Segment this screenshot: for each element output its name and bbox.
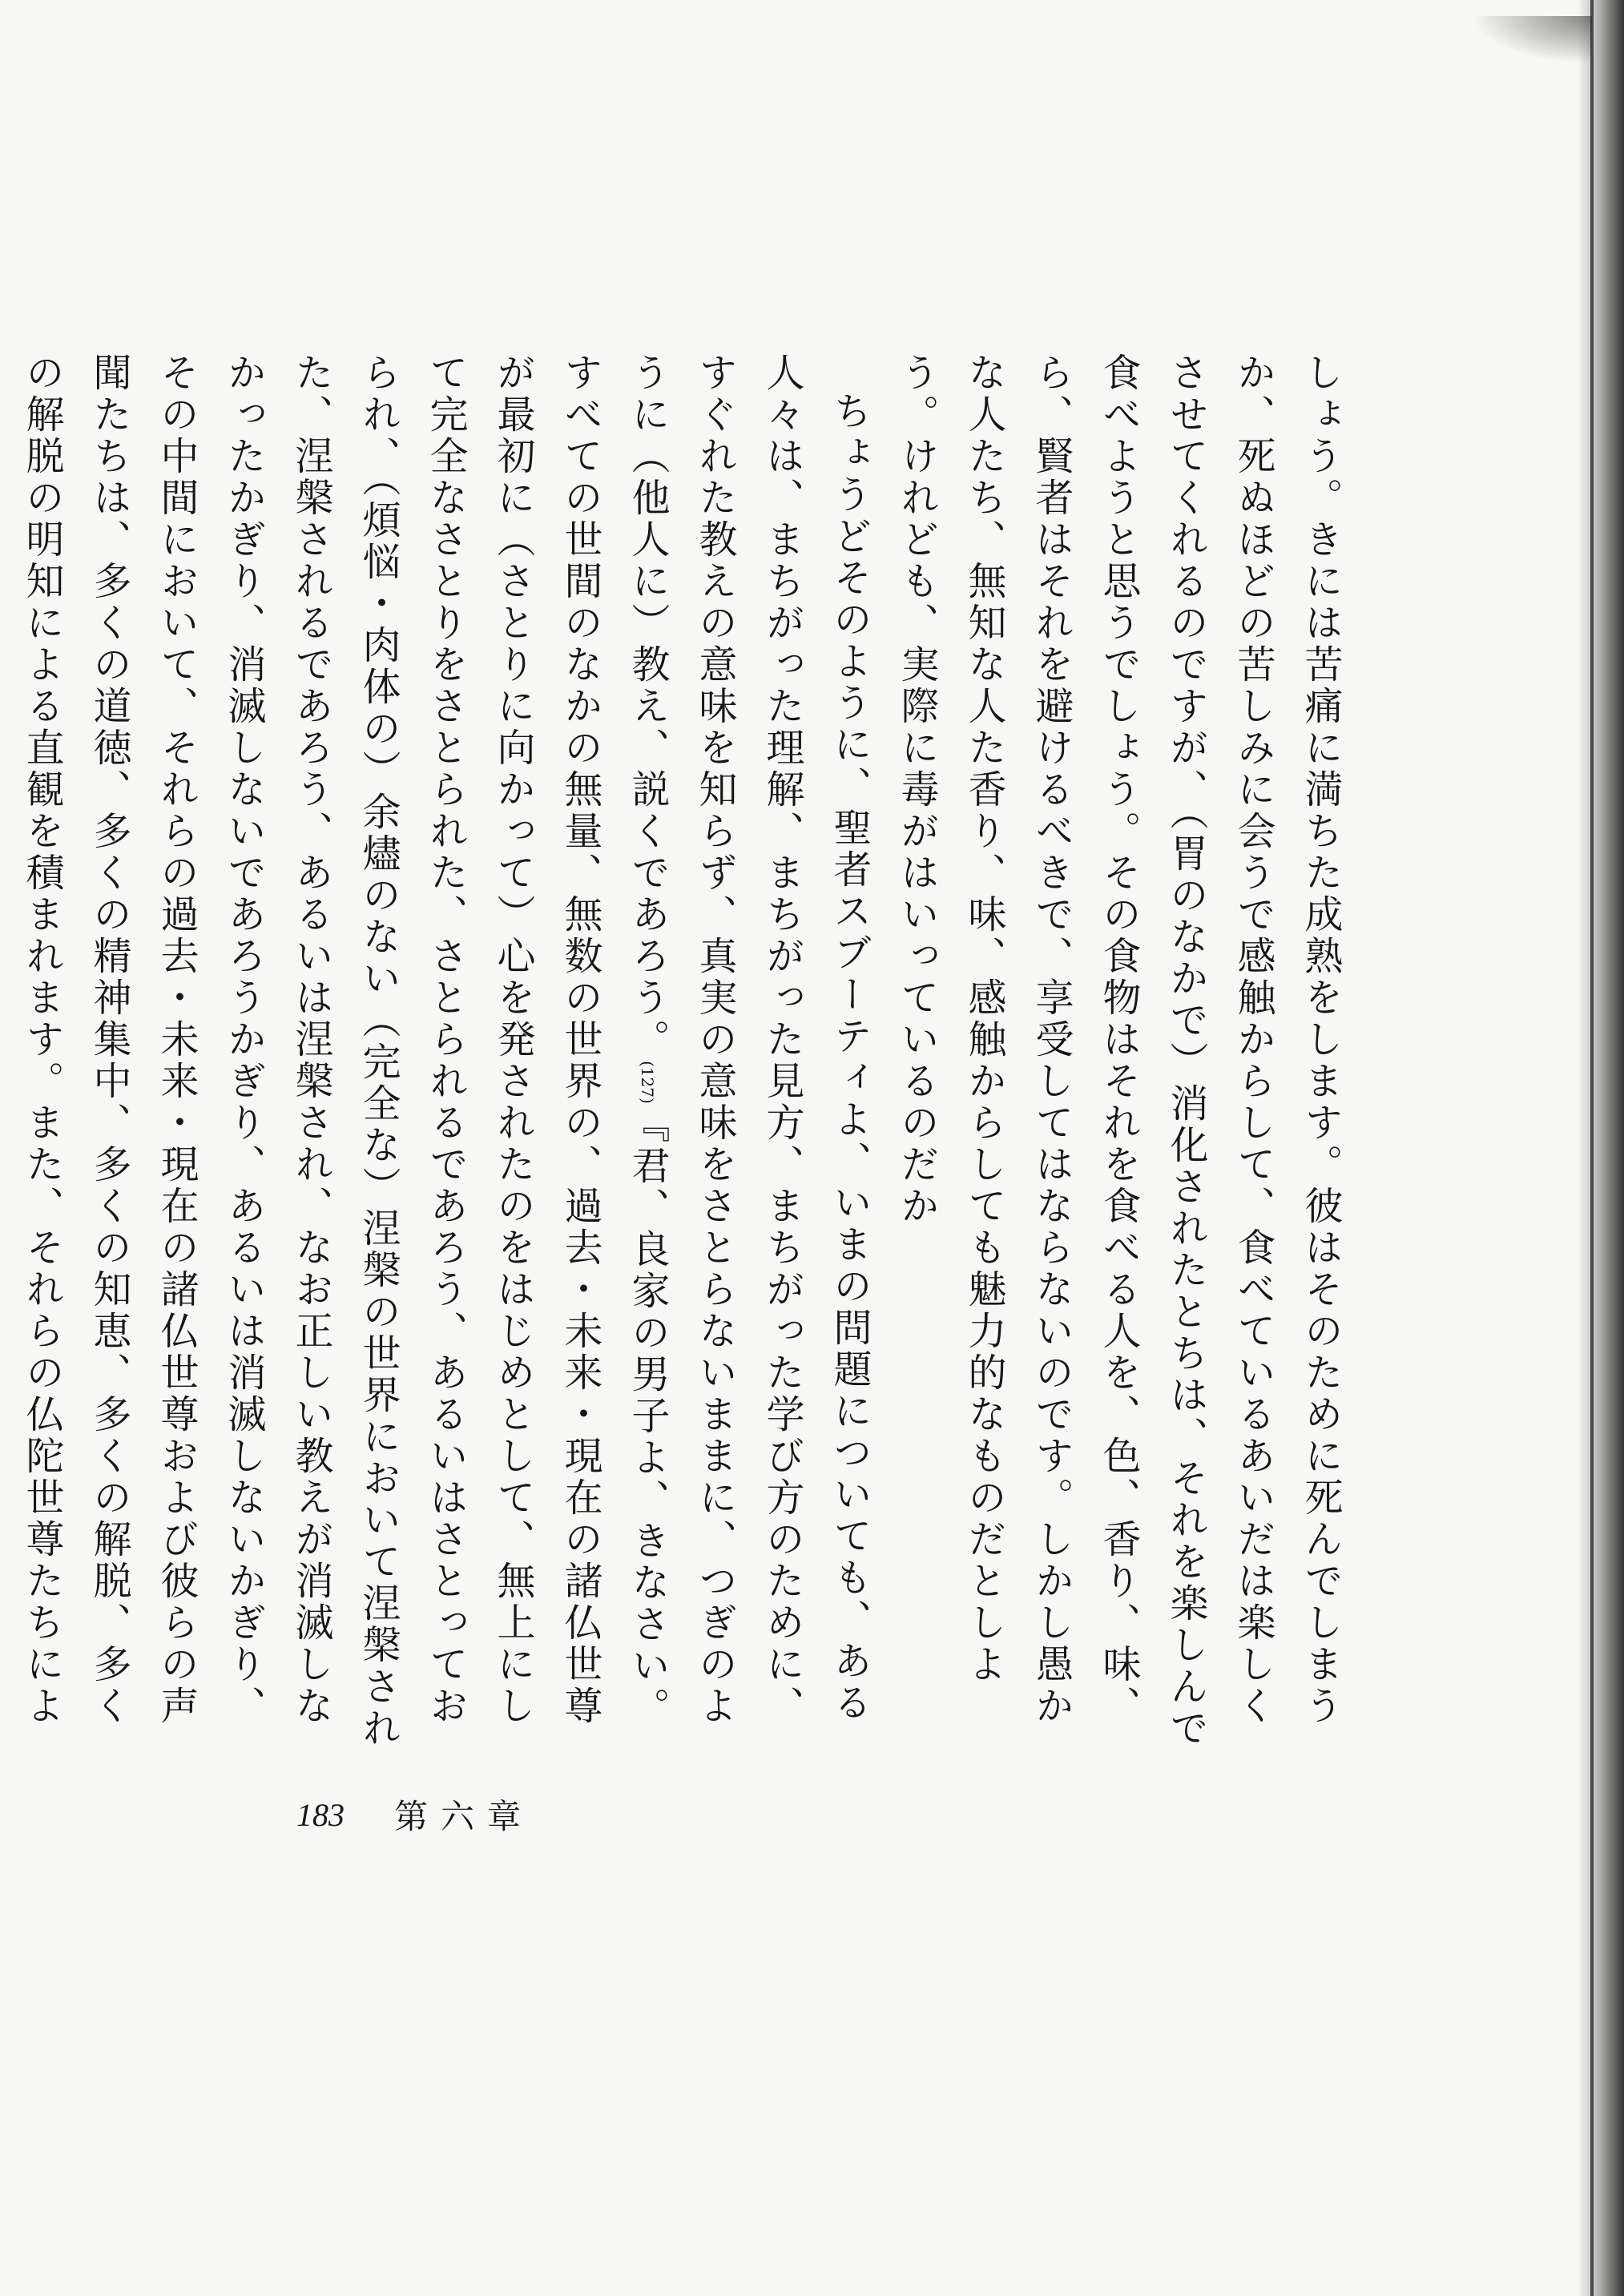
- page-number: 183: [296, 1796, 345, 1833]
- paragraph-2-part-1: ちょうどそのように、聖者スブーティよ、いまの問題についても、ある人々は、まちがった理解、まちがった見方、まちがった学び方のために、すぐれた教えの意味を知らず、真実の意味をさとらないままに、つぎのように（他人に）教え、説くであろう。: [625, 352, 872, 1727]
- body-text: [19, 352, 1354, 1762]
- page-edge-line: [1590, 0, 1594, 2296]
- page-edge-shadow: [1578, 0, 1624, 2296]
- paragraph-1: しょう。きには苦痛に満ちた成熟をします。彼はそのために死んでしまうか、死ぬほどの苦しみに会うで感触からして、食べているあいだは楽しくさせてくれるのですが、（胃のなかで）消化されたとちは、それを楽しんで食べようと思うでしょう。その食物はそれを食べる人を、色、香り、味、ら、賢者はそれを避けるべきで、享受してはならないのです。しかし愚かな人たち、無知な人た香り、味、感触からしても魅力的なものだとしよう。けれども、実際に毒がはいっているのだか: [894, 352, 1343, 1750]
- paragraph-2: [0, 352, 883, 1762]
- chapter-label: 第六章: [394, 1797, 534, 1836]
- paragraph-2-part-2: 『君、良家の男子よ、きなさい。すべての世間のなかの無量、無数の世界の、過去・未来・現在の諸仏世尊が最初に（さとりに向かって）心を発されたのをはじめとして、無上にして完全なさとりをさとられた、さとられるであろう、あるいはさとっておられ、（煩悩・肉体の）余燼のない（完全な）涅槃の世界において涅槃された、涅槃されるであろう、あるいは涅槃され、なお正しい教えが消滅しなかったかぎり、消滅しないであろうかぎり、あるいは消滅しないかぎり、その中間において、それらの過去・未来・現在の諸仏世尊および彼らの声聞たちは、多くの道徳、多くの精神集中、多くの知恵、多くの解脱、多くの解脱の明知による直観を積まれます。また、それらの仏陀世尊たちによ: [19, 352, 670, 1750]
- scan-smudge: [1472, 16, 1592, 64]
- footnote-marker: (127): [638, 1061, 657, 1104]
- page-footer: [296, 1790, 534, 1839]
